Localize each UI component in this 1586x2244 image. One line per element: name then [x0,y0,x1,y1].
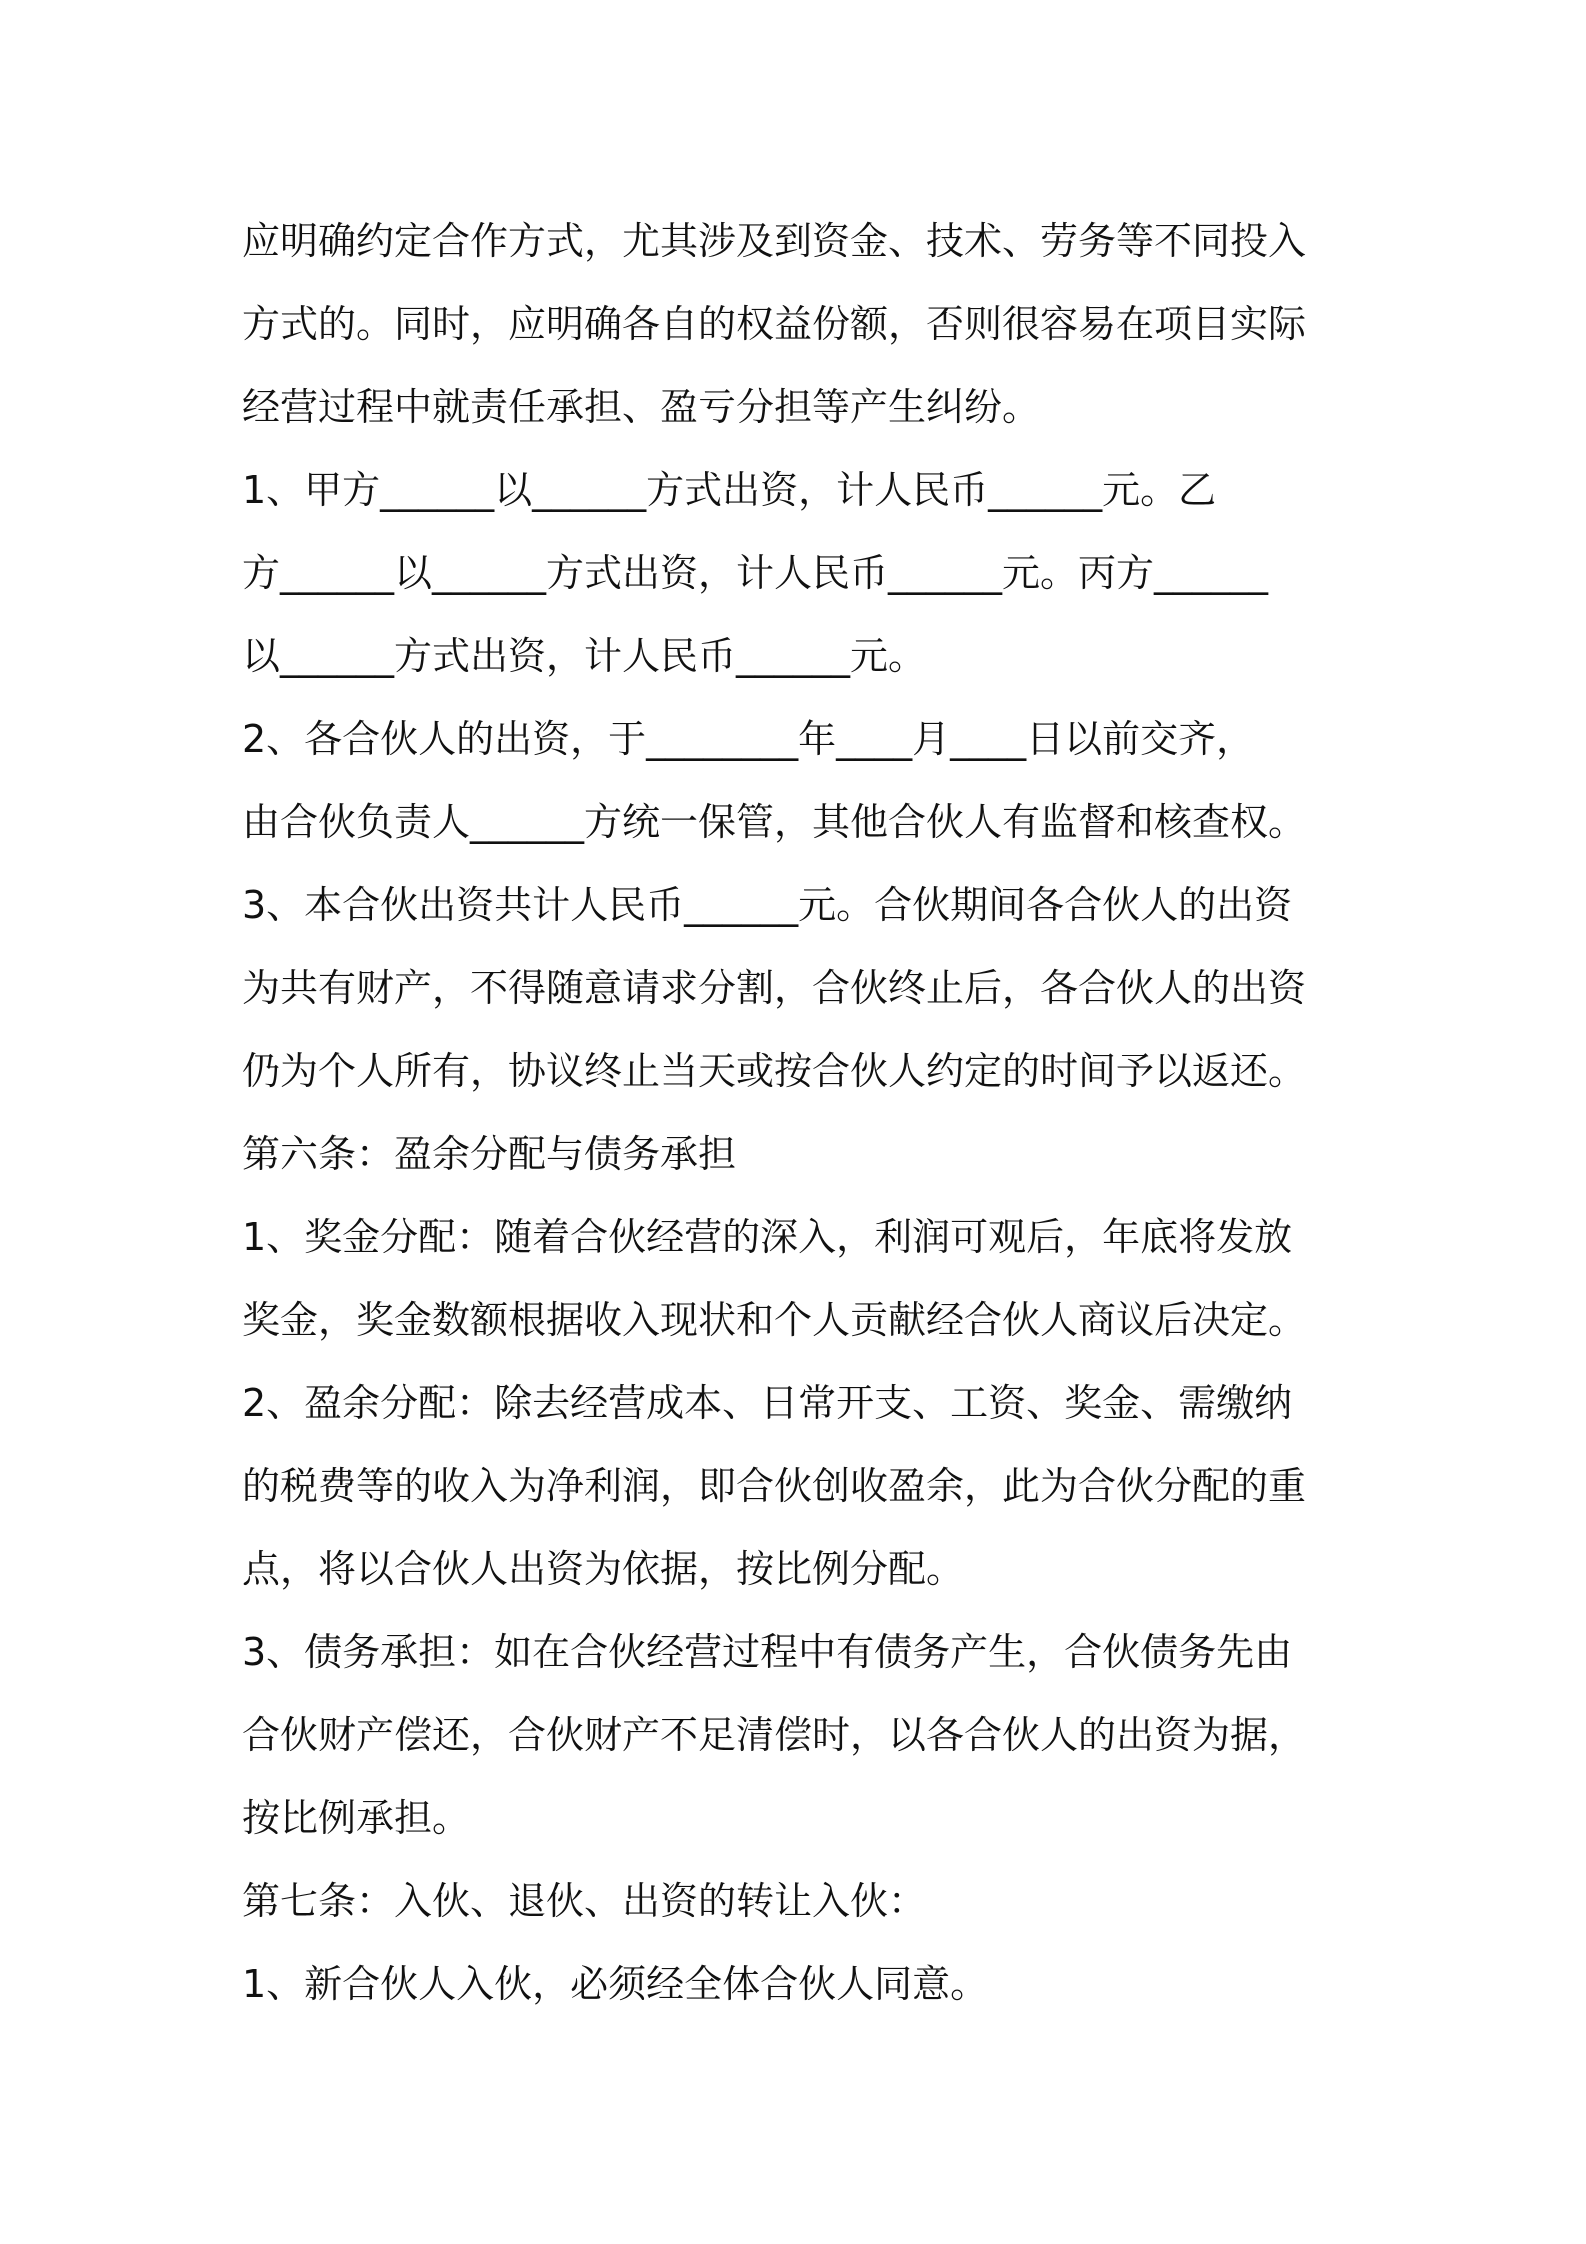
text-line: 应明确约定合作方式，尤其涉及到资金、技术、劳务等不同投入 [242,219,1307,263]
clause-debt-bearing [242,1611,1362,1860]
text-line: 1、奖金分配：随着合伙经营的深入，利润可观后，年底将发放 [242,1215,1293,1259]
text-line: 1、新合伙人入伙，必须经全体合伙人同意。 [242,1962,989,2006]
text-line: 合伙财产偿还，合伙财产不足清偿时，以各合伙人的出资为据， [242,1713,1307,1757]
clause-surplus-distribution [242,1362,1362,1611]
text-line: 3、本合伙出资共计人民币______元。合伙期间各合伙人的出资 [242,883,1293,927]
article-six-heading [242,1113,1362,1196]
clause-bonus-distribution [242,1196,1362,1362]
document-body [242,200,1362,2026]
clause-contribution-deadline [242,698,1362,864]
text-line: 仍为个人所有，协议终止当天或按合伙人约定的时间予以返还。 [242,1049,1307,1093]
text-line: 为共有财产，不得随意请求分割，合伙终止后，各合伙人的出资 [242,966,1307,1010]
text-line: 方______以______方式出资，计人民币______元。丙方______ [242,551,1269,595]
text-line: 点，将以合伙人出资为依据，按比例分配。 [242,1547,965,1591]
text-line: 方式的。同时，应明确各自的权益份额，否则很容易在项目实际 [242,302,1307,346]
clause-total-contribution [242,864,1362,1113]
text-line: 3、债务承担：如在合伙经营过程中有债务产生，合伙债务先由 [242,1630,1293,1674]
text-line: 奖金，奖金数额根据收入现状和个人贡献经合伙人商议后决定。 [242,1298,1307,1342]
section-heading: 第六条：盈余分配与债务承担 [242,1132,737,1176]
section-heading: 第七条：入伙、退伙、出资的转让入伙： [242,1879,927,1923]
text-line: 的税费等的收入为净利润，即合伙创收盈余，此为合伙分配的重 [242,1464,1307,1508]
text-line: 以______方式出资，计人民币______元。 [242,634,927,678]
clause-new-partner [242,1943,1362,2026]
text-line: 1、甲方______以______方式出资，计人民币______元。乙 [242,468,1217,512]
text-line: 由合伙负责人______方统一保管，其他合伙人有监督和核查权。 [242,800,1307,844]
clause-contribution-method [242,449,1362,698]
text-line: 2、各合伙人的出资，于________年____月____日以前交齐， [242,717,1255,761]
text-line: 经营过程中就责任承担、盈亏分担等产生纠纷。 [242,385,1041,429]
article-seven-heading [242,1860,1362,1943]
text-line: 按比例承担。 [242,1796,471,1840]
paragraph-cooperation-method [242,200,1362,449]
text-line: 2、盈余分配：除去经营成本、日常开支、工资、奖金、需缴纳 [242,1381,1293,1425]
